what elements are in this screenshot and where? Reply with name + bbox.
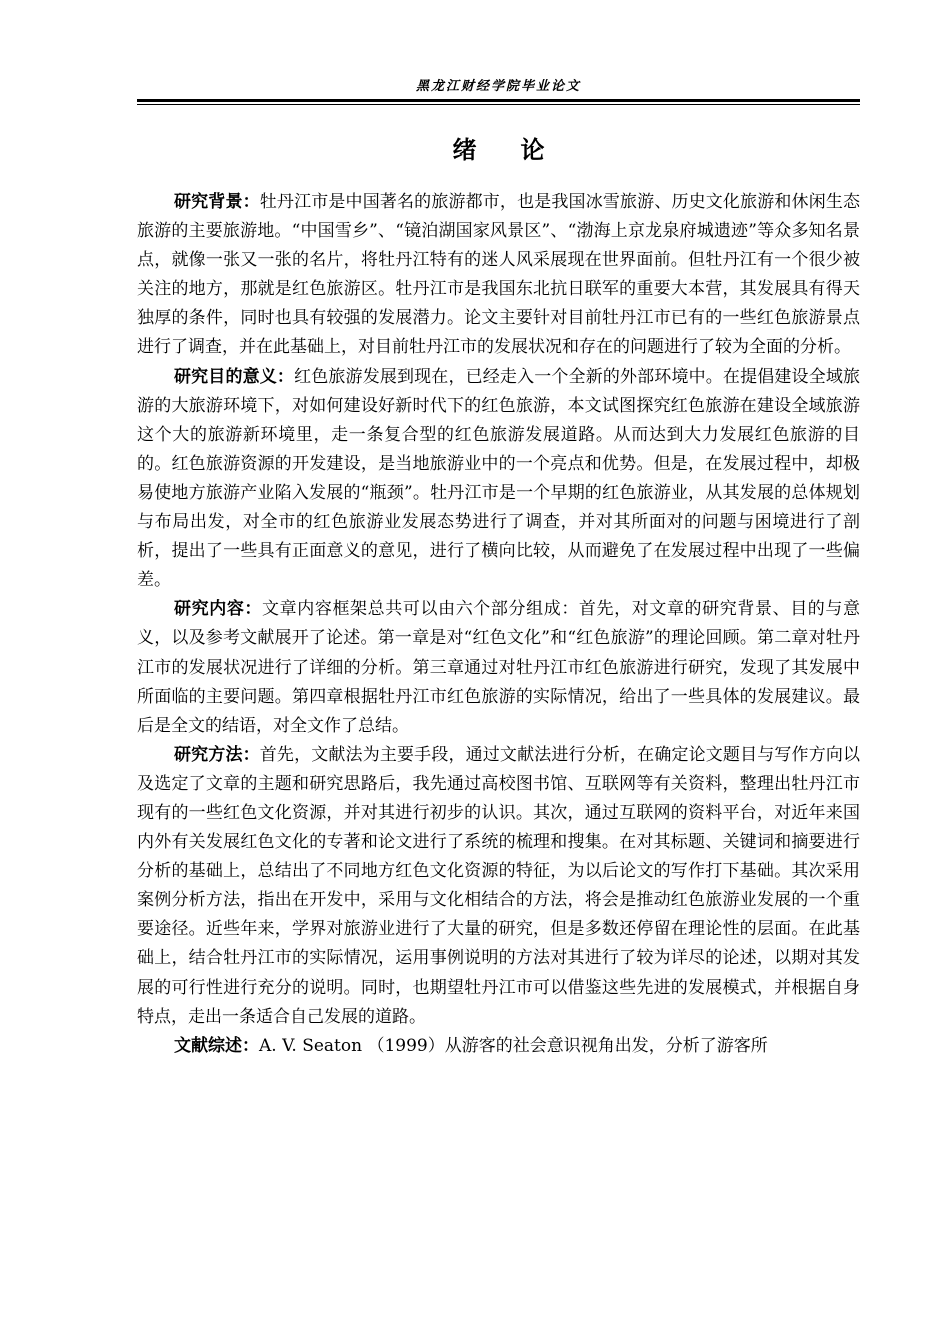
paragraph-text: 首先，文献法为主要手段，通过文献法进行分析，在确定论文题目与写作方向以及选定了文章的主题和研究思路后，我先通过高校图书馆、互联网等有关资料，整理出牡丹江市现有的一些红色文化资源，并对其进行初步的认识。其次，通过互联网的资料平台，对近年来国内外有关发展红色文化的专著和论文进行了系统的梳理和搜集。在对其标题、关键词和摘要进行分析的基础上，总结出了不同地方红色文化资源的特征，为以后论文的写作打下基础。其次采用案例分析方法，指出在开发中，采用与文化相结合的方法，将会是推动红色旅游业发展的一个重要途径。近些年来，学界对旅游业进行了大量的研究，但是多数还停留在理论性的层面。在此基础上，结合牡丹江市的实际情况，运用事例说明的方法对其进行了较为详尽的论述，以期对其发展的可行性进行充分的说明。同时，也期望牡丹江市可以借鉴这些先进的发展模式，并根据自身特点，走出一条适合自己发展的道路。 <box>137 744 861 1027</box>
paragraph-label: 研究方法： <box>174 744 260 765</box>
paragraph-label: 研究背景： <box>174 192 260 212</box>
paragraph-text: 牡丹江市是中国著名的旅游都市，也是我国冰雪旅游、历史文化旅游和休闲生态旅游的主要旅游地。“中国雪乡”、“镜泊湖国家风景区”、“渤海上京龙泉府城遗迹”等众多知名景点，就像一张又一张的名片，将牡丹江特有的迷人风采展现在世界面前。但牡丹江有一个很少被关注的地方，那就是红色旅游区。牡丹江市是我国东北抗日联军的重要大本营，其发展具有得天独厚的条件，同时也具有较强的发展潜力。论文主要针对目前牡丹江市已有的一些红色旅游景点进行了调查，并在此基础上，对目前牡丹江市的发展状况和存在的问题进行了较为全面的分析。 <box>137 192 861 358</box>
paragraph-label: 研究内容： <box>174 599 263 620</box>
paragraph-text: 红色旅游发展到现在，已经走入一个全新的外部环境中。在提倡建设全域旅游的大旅游环境下，对如何建设好新时代下的红色旅游，本文试图探究红色旅游在建设全域旅游这个大的旅游新环境里，走一条复合型的红色旅游发展道路。从而达到大力发展红色旅游的目的。红色旅游资源的开发建设，是当地旅游业中的一个亮点和优势。但是，在发展过程中，却极易使地方旅游产业陷入发展的“瓶颈”。牡丹江市是一个早期的红色旅游业，从其发展的总体规划与布局出发，对全市的红色旅游业发展态势进行了调查，并对其所面对的问题与困境进行了剖析，提出了一些具有正面意义的意见，进行了横向比较，从而避免了在发展过程中出现了一些偏差。 <box>137 366 860 591</box>
body-text <box>137 188 860 1061</box>
paragraph-literature-review <box>137 1032 860 1061</box>
paragraph-research-purpose <box>137 363 860 596</box>
paragraph-label: 文献综述： <box>174 1035 259 1056</box>
running-header: 黑龙江财经学院毕业论文 <box>415 79 581 94</box>
paragraph-research-background <box>137 188 860 363</box>
paragraph-text: A. V. Seaton （1999）从游客的社会意识视角出发，分析了游客所 <box>259 1035 768 1056</box>
header-rule-thick <box>137 99 860 102</box>
chapter-title: 绪论 <box>452 135 589 164</box>
paragraph-text: 文章内容框架总共可以由六个部分组成：首先，对文章的研究背景、目的与意义，以及参考文献展开了论述。第一章是对“红色文化”和“红色旅游”的理论回顾。第二章对牡丹江市的发展状况进行了详细的分析。第三章通过对牡丹江市红色旅游进行研究，发现了其发展中所面临的主要问题。第四章根据牡丹江市红色旅游的实际情况，给出了一些具体的发展建议。最后是全文的结语，对全文作了总结。 <box>137 599 861 736</box>
paragraph-research-content <box>137 595 860 740</box>
paragraph-label: 研究目的意义： <box>174 366 295 387</box>
paragraph-research-method <box>137 741 860 1032</box>
header-rule-thin <box>137 104 860 105</box>
